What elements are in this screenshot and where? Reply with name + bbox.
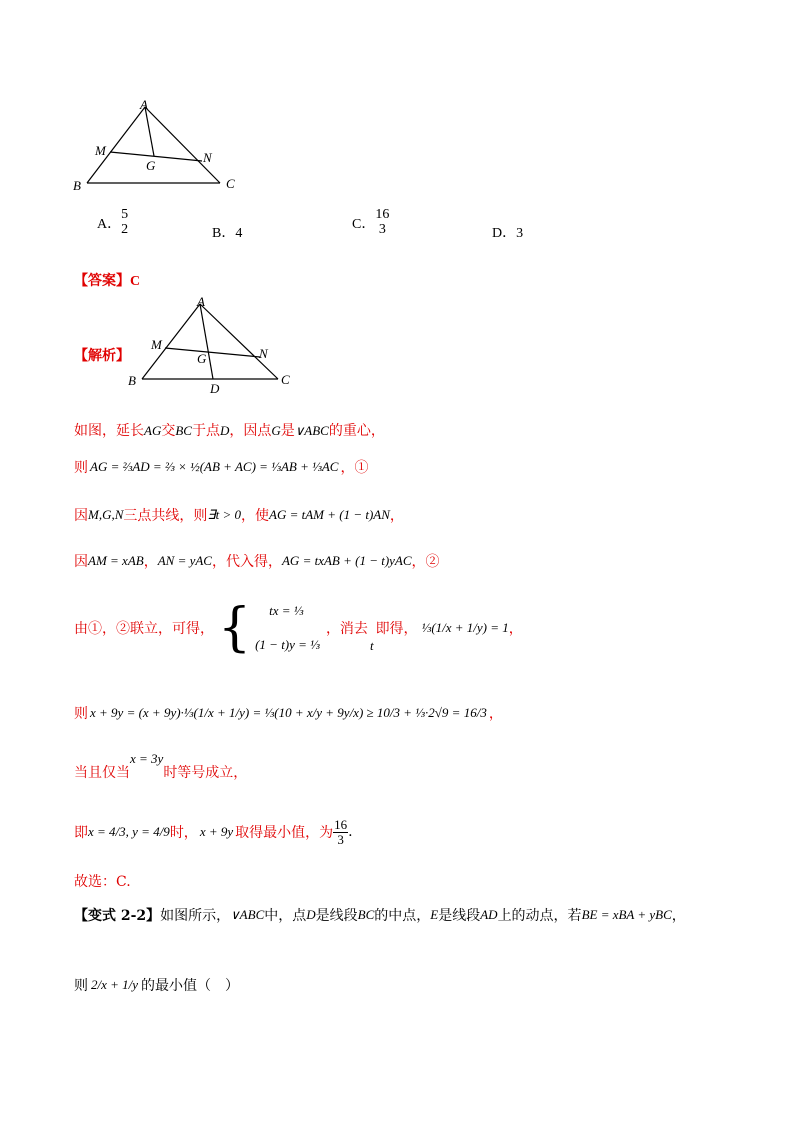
line4-formula: AG = txAB + (1 − t)yAC [281, 553, 412, 568]
line3-formula: AG = tAM + (1 − t)AN [269, 507, 390, 522]
variant-label: 【变式 2-2】 [74, 908, 161, 924]
line3-mid2: ，使 [241, 508, 269, 524]
line8-prefix: 即 [74, 825, 88, 841]
line4-am: AM = xAB [88, 553, 144, 568]
system-eq-1: tx = ⅓ [269, 602, 304, 618]
analysis-line-5 [74, 590, 523, 665]
answer-bracket: 【答案】 [74, 273, 130, 289]
option-d[interactable]: D．3 [492, 226, 524, 241]
line8-num: 16 [334, 816, 348, 832]
fig2-label-m: M [151, 337, 162, 352]
line8-suffix: . [348, 824, 353, 840]
line7-suffix: 时等号成立， [163, 765, 248, 781]
fig2-label-b: B [128, 373, 136, 388]
line6-prefix: 则 [74, 706, 88, 722]
option-c[interactable] [352, 203, 389, 243]
analysis-label: 【解析】 [74, 348, 130, 364]
fig2-label-a: A [197, 294, 205, 309]
line4-suffix: ，② [411, 554, 440, 570]
analysis-line-7 [74, 751, 248, 782]
option-c-den: 3 [378, 222, 386, 237]
fig2-label-g: G [197, 351, 207, 366]
variant-line2-prefix: 则 [74, 978, 88, 994]
option-a-fraction [121, 208, 128, 237]
line4-sep: ， [143, 554, 158, 570]
line8-den: 3 [337, 831, 344, 847]
option-c-label: C． [352, 217, 376, 232]
line1-suffix: 的重心， [328, 423, 385, 439]
line1-mid3: ，因点 [229, 423, 272, 439]
line1-triangle: ∨ABC [294, 423, 329, 438]
line8-expr: x + 9y [199, 824, 234, 839]
system-of-equations [255, 603, 320, 653]
analysis-line-1 [74, 420, 385, 440]
option-a-num: 5 [121, 207, 129, 223]
line1-mid2: 于点 [191, 423, 220, 439]
variant-expression: 2/x + 1/y [91, 977, 139, 992]
variant-text-5: 是线段 [438, 908, 481, 924]
system-eq-2: (1 − t)y = ⅓ [255, 636, 320, 652]
variant-e: E [430, 907, 439, 922]
answer-value: C [130, 274, 141, 289]
line2-prefix: 则 [74, 460, 88, 476]
analysis-line-4 [74, 551, 440, 571]
variant-text-4: 的中点， [374, 908, 431, 924]
variant-triangle: ∨ABC [230, 907, 265, 922]
option-a[interactable] [97, 203, 128, 243]
line8-mid2: 取得最小值，为 [235, 825, 334, 841]
variant-bc: BC [357, 907, 375, 922]
analysis-conclusion: 故选：C. [74, 874, 131, 890]
variant-text-3: 是线段 [315, 908, 358, 924]
analysis-line-6 [74, 703, 503, 723]
line6-suffix: ， [488, 706, 503, 722]
line8-values: x = 4/3, y = 4/9 [88, 824, 170, 839]
line3-mgn: M,G,N [88, 507, 124, 522]
fig1-label-b: B [73, 178, 81, 193]
fig1-label-a: A [140, 97, 148, 112]
variant-text-7: ， [671, 908, 686, 924]
line1-g: G [271, 423, 281, 438]
fig1-label-g: G [146, 158, 156, 173]
system-brace: { [218, 597, 252, 658]
line5-t: t [369, 637, 374, 653]
line3-mid1: 三点共线，则 [123, 508, 208, 524]
line4-mid: ，代入得， [211, 554, 282, 570]
option-b[interactable]: B．4 [212, 226, 243, 241]
line1-prefix: 如图，延长 [74, 423, 144, 439]
line4-an: AN = yAC [157, 553, 212, 568]
line8-fraction [333, 818, 348, 846]
line1-bc: BC [175, 423, 192, 438]
fig2-label-d: D [210, 381, 220, 396]
line5-mid: ，消去 [325, 620, 368, 637]
fig2-label-n: N [259, 346, 268, 361]
line3-prefix: 因 [74, 508, 88, 524]
analysis-line-3 [74, 505, 404, 525]
variant-formula: BE = xBA + yBC [581, 907, 672, 922]
analysis-line-2 [74, 457, 368, 477]
line1-mid4: 是 [280, 423, 295, 439]
answer-line [74, 270, 140, 290]
fig1-label-m: M [95, 143, 106, 158]
fig1-label-n: N [203, 150, 212, 165]
line4-prefix: 因 [74, 554, 88, 570]
variant-line2-suffix: 的最小值（ ） [141, 978, 240, 994]
line2-suffix: ，① [340, 460, 369, 476]
line5-suffix: ， [508, 620, 523, 637]
variant-text-2: 中，点 [264, 908, 307, 924]
line1-ag: AG [144, 423, 162, 438]
line5-mid2: 即得， [375, 620, 418, 637]
variant-ad: AD [480, 907, 498, 922]
fig2-label-c: C [281, 372, 290, 387]
option-a-den: 2 [121, 222, 129, 237]
line5-prefix: 由①，②联立，可得， [74, 620, 214, 637]
line1-d: D [219, 423, 230, 438]
line1-mid1: 交 [161, 423, 176, 439]
analysis-line-8 [74, 806, 353, 858]
line6-formula: x + 9y = (x + 9y)·⅓(1/x + 1/y) = ⅓(10 + x/y + 9y/x) ≥ 10/3 + ⅓·2√9 = 16/3 [90, 705, 487, 720]
line7-condition: x = 3y [130, 751, 164, 766]
variant-question-line-1 [74, 905, 686, 925]
option-c-fraction [375, 208, 389, 237]
line8-mid: 时， [169, 825, 198, 841]
line7-prefix: 当且仅当 [74, 765, 130, 781]
line3-suffix: ， [389, 508, 404, 524]
variant-text-1: 如图所示， [160, 908, 231, 924]
line5-formula: ⅓(1/x + 1/y) = 1 [421, 619, 509, 635]
line2-formula: AG = ⅔AD = ⅔ × ½(AB + AC) = ⅓AB + ⅓AC [90, 459, 339, 474]
option-a-label: A． [97, 217, 122, 232]
option-c-num: 16 [375, 207, 390, 223]
fig1-label-c: C [226, 176, 235, 191]
variant-question-line-2 [74, 975, 239, 995]
line3-exists: ∃t > 0 [207, 507, 241, 522]
variant-text-6: 上的动点，若 [497, 908, 582, 924]
variant-d: D [306, 907, 316, 922]
